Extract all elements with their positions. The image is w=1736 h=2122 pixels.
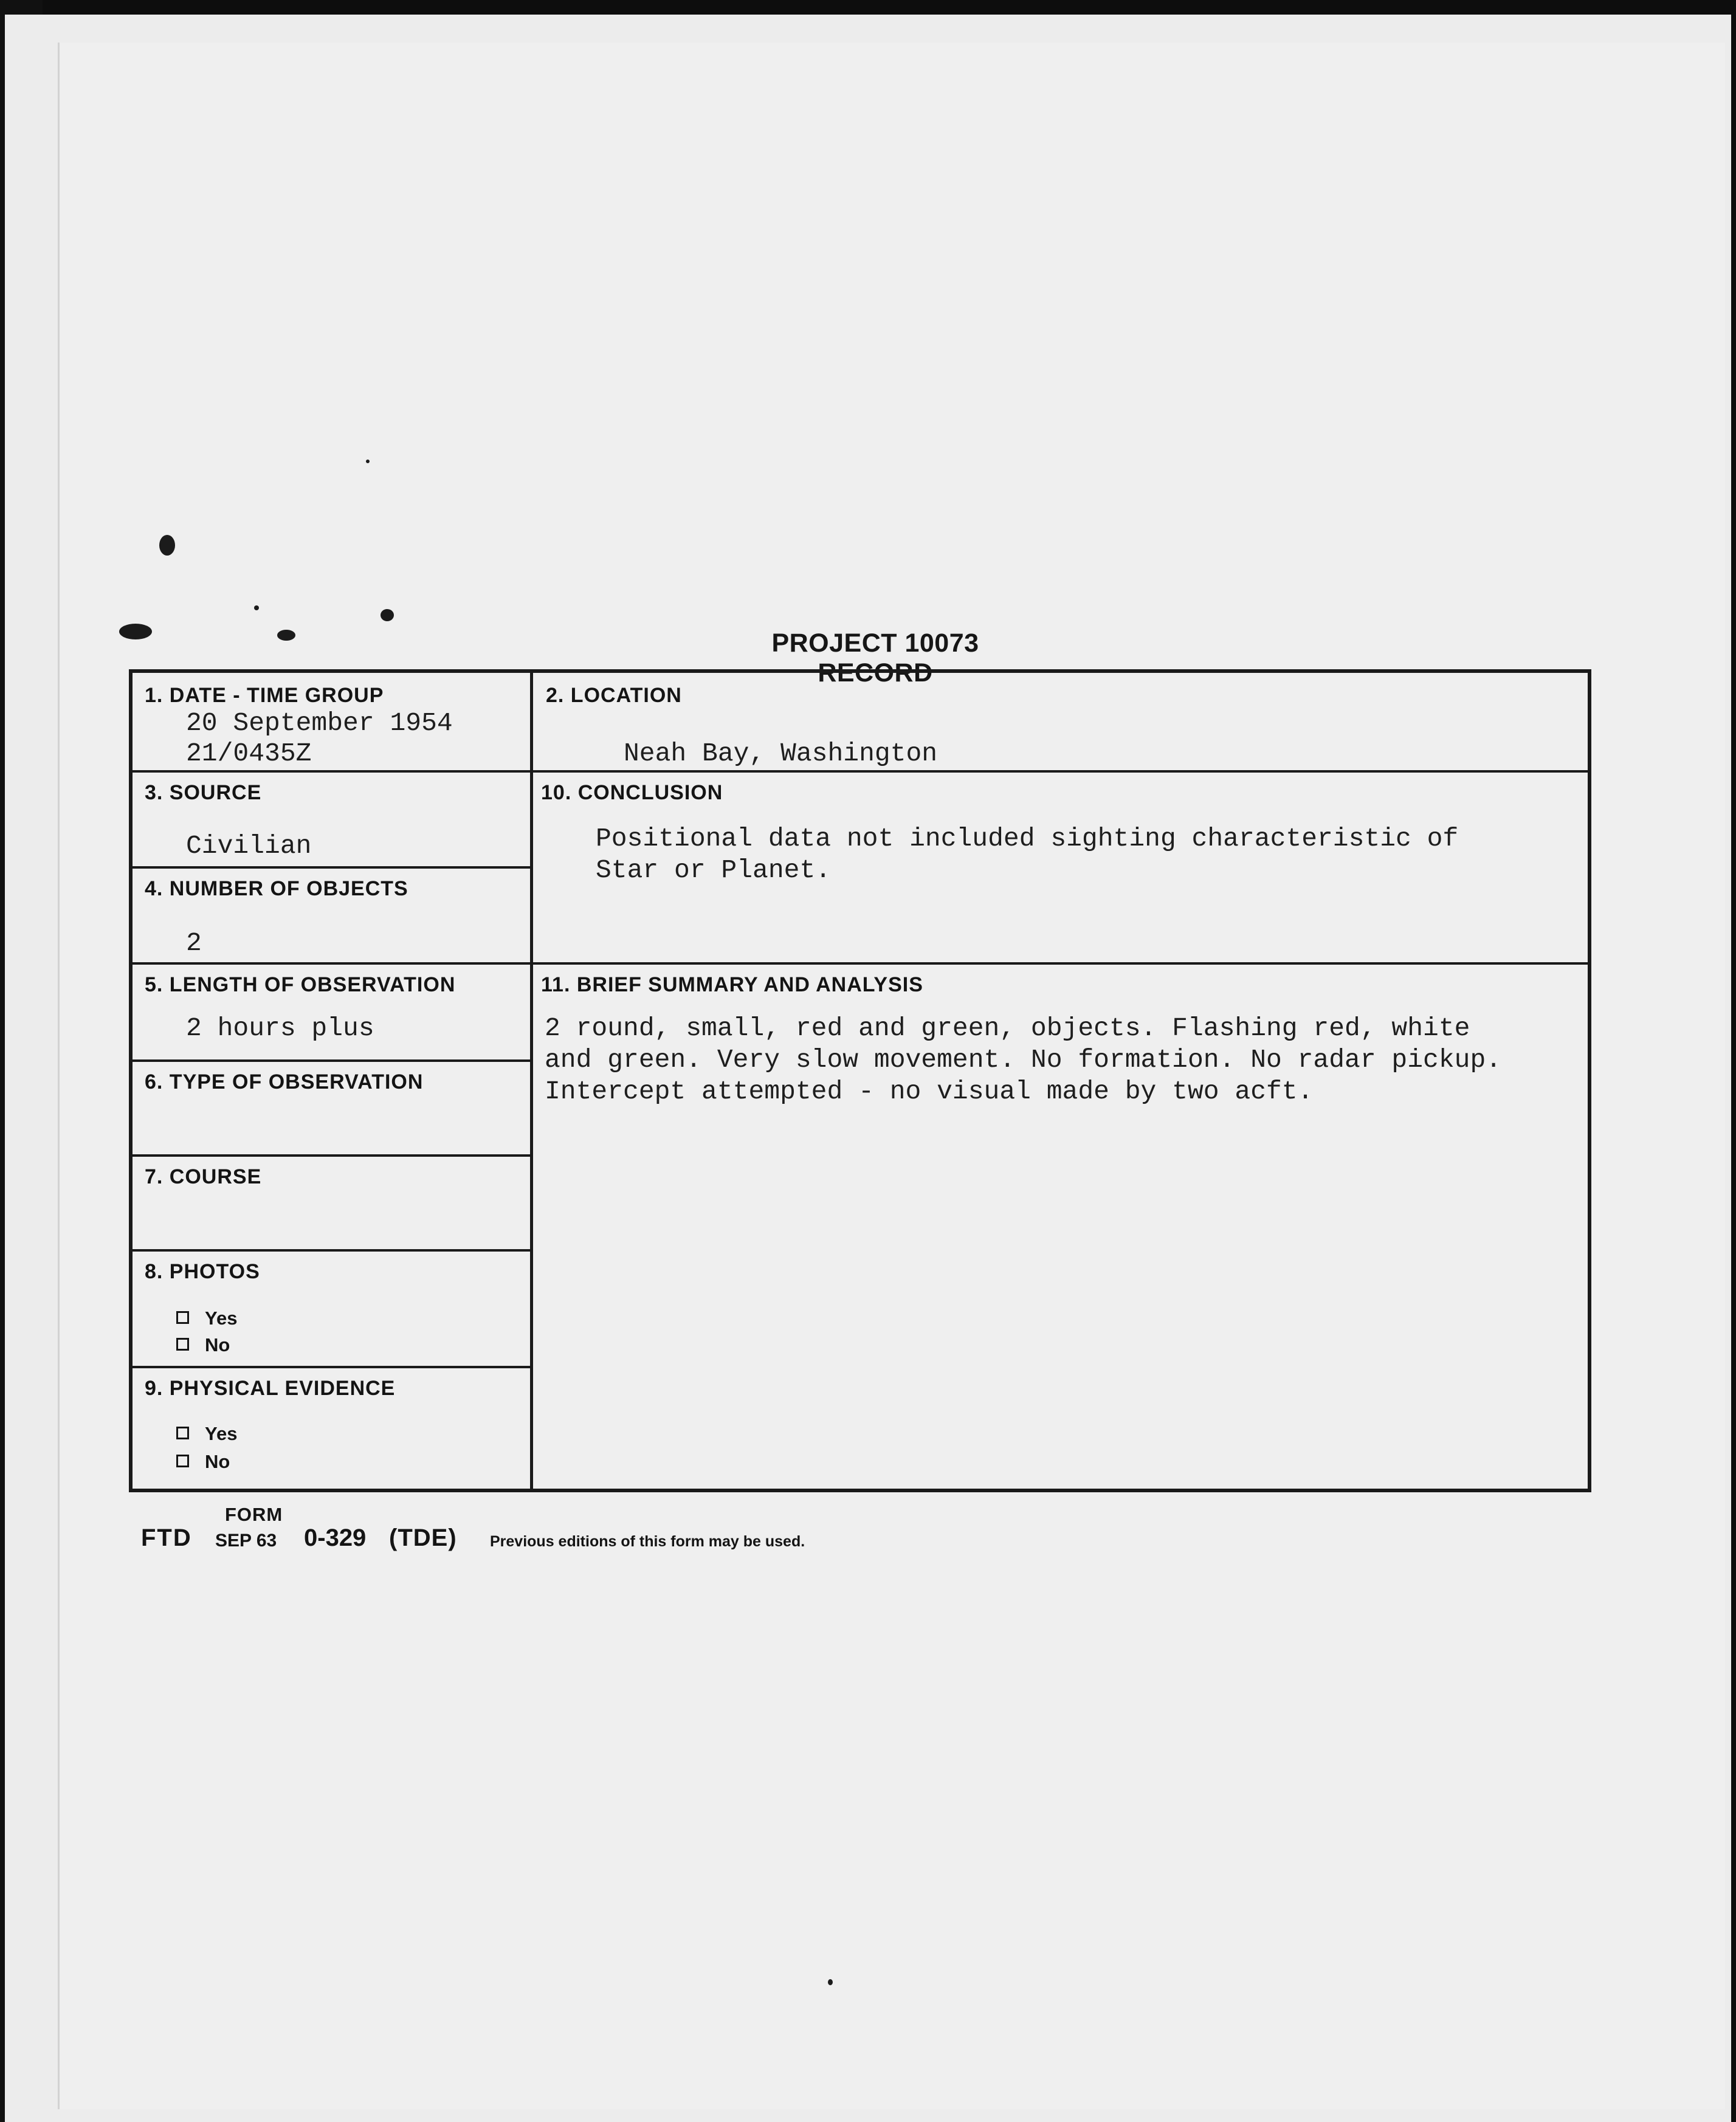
time-group-value: 21/0435Z <box>186 739 312 768</box>
photos-no-label: No <box>205 1334 230 1356</box>
summary-line-2: and green. Very slow movement. No formation. No radar pickup. <box>545 1045 1502 1075</box>
source-label: 3. SOURCE <box>145 781 262 804</box>
physical-evidence-label: 9. PHYSICAL EVIDENCE <box>145 1377 396 1400</box>
physical-evidence-yes-option[interactable] <box>176 1423 237 1445</box>
footer-date: SEP 63 <box>215 1531 277 1551</box>
row-divider <box>133 866 531 869</box>
summary-line-1: 2 round, small, red and green, objects. Flashing red, white <box>545 1013 1470 1043</box>
physical-evidence-no-label: No <box>205 1451 230 1472</box>
row-divider <box>133 1366 531 1368</box>
number-of-objects-value: 2 <box>186 928 202 958</box>
row-divider <box>133 1154 531 1157</box>
scan-speck <box>381 609 394 621</box>
physical-evidence-yes-label: Yes <box>205 1423 238 1444</box>
footer-form-word: FORM <box>225 1504 283 1525</box>
conclusion-label: 10. CONCLUSION <box>541 781 723 804</box>
scan-speck <box>366 460 370 463</box>
summary-line-3: Intercept attempted - no visual made by two acft. <box>545 1077 1314 1106</box>
row-divider <box>133 770 1588 773</box>
source-value: Civilian <box>186 831 312 861</box>
scan-speck <box>119 624 152 639</box>
length-of-observation-value: 2 hours plus <box>186 1013 374 1043</box>
page-title: PROJECT 10073 RECORD <box>771 629 979 687</box>
photos-yes-label: Yes <box>205 1307 238 1329</box>
footer-form-number: 0-329 <box>304 1524 367 1551</box>
location-label: 2. LOCATION <box>546 684 682 707</box>
row-divider <box>133 962 1588 965</box>
scan-speck <box>277 630 295 641</box>
length-of-observation-label: 5. LENGTH OF OBSERVATION <box>145 973 456 996</box>
checkbox-icon <box>176 1338 189 1351</box>
footer-office: (TDE) <box>389 1524 457 1551</box>
physical-evidence-no-option[interactable] <box>176 1451 230 1473</box>
type-of-observation-label: 6. TYPE OF OBSERVATION <box>145 1070 424 1094</box>
scan-speck <box>159 535 175 556</box>
record-form <box>129 669 1591 1492</box>
location-value: Neah Bay, Washington <box>624 739 938 768</box>
footer-note: Previous editions of this form may be used. <box>490 1533 805 1550</box>
summary-label: 11. BRIEF SUMMARY AND ANALYSIS <box>541 973 923 996</box>
row-divider <box>133 1059 531 1062</box>
row-divider <box>133 1249 531 1252</box>
photos-yes-option[interactable] <box>176 1307 237 1329</box>
course-label: 7. COURSE <box>145 1165 262 1188</box>
conclusion-line-1: Positional data not included sighting characteristic of <box>596 824 1459 853</box>
date-time-group-label: 1. DATE - TIME GROUP <box>145 684 384 707</box>
footer-ftd: FTD <box>141 1524 192 1551</box>
scan-speck <box>828 1979 833 1985</box>
checkbox-icon <box>176 1311 189 1324</box>
photos-no-option[interactable] <box>176 1334 230 1356</box>
checkbox-icon <box>176 1427 189 1439</box>
checkbox-icon <box>176 1455 189 1467</box>
photos-label: 8. PHOTOS <box>145 1260 260 1283</box>
date-value: 20 September 1954 <box>186 708 453 738</box>
scan-speck <box>254 605 259 610</box>
conclusion-line-2: Star or Planet. <box>596 855 832 885</box>
number-of-objects-label: 4. NUMBER OF OBJECTS <box>145 877 408 900</box>
